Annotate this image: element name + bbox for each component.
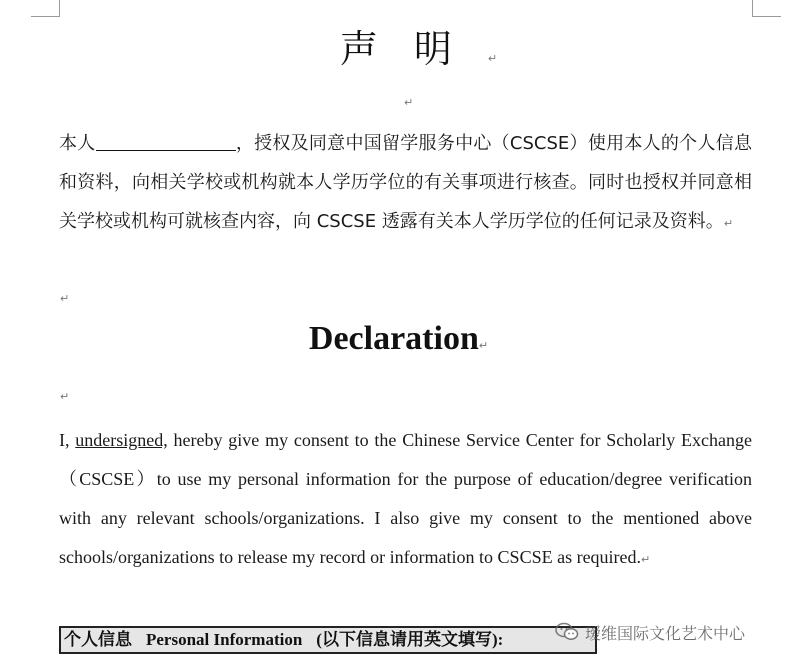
page-corner-top-right	[752, 0, 781, 17]
empty-paragraph-mark: ↵	[60, 390, 70, 403]
paragraph-mark: ↵	[723, 217, 734, 230]
empty-paragraph-mark: ↵	[60, 292, 70, 305]
section-cn-label: 个人信息	[64, 630, 132, 649]
page-corner-top-left	[31, 0, 60, 17]
chinese-declaration-paragraph: 本人 ，授权及同意中国留学服务中心（CSCSE）使用本人的个人信息和资料，向相关学校或机构就本人学历学位的有关事项进行核查。同时也授权并同意相关学校或机构可就核查内容，向 CSCSE 透露有关本人学历学位的任何记录及资料。↵	[59, 133, 753, 232]
wechat-icon	[555, 622, 579, 642]
watermark	[555, 620, 791, 644]
paragraph-mark: ↵	[478, 339, 489, 352]
personal-information-header	[59, 626, 597, 654]
undersigned-underlined: undersigned,	[75, 430, 168, 450]
empty-paragraph-mark: ↵	[404, 96, 414, 109]
chinese-title: 声明↵	[339, 27, 498, 71]
english-declaration-paragraph: I, undersigned, hereby give my consent to the Chinese Service Center for Scholarly Exchange（CSCSE）to use my personal information for the purpose of education/degree verification with any relevant schools/organizations. I also give my consent to the mentioned above schools/organizations to release my record or information to CSCSE as required.↵	[59, 430, 752, 567]
english-title: Declaration↵	[308, 320, 489, 357]
section-note: (以下信息请用英文填写):	[316, 630, 504, 649]
watermark-text: 瑷维国际文化艺术中心	[585, 623, 746, 643]
paragraph-mark: ↵	[487, 52, 498, 65]
name-blank-line[interactable]	[96, 132, 236, 151]
section-en-label: Personal Information	[146, 630, 303, 649]
paragraph-mark: ↵	[641, 553, 651, 566]
